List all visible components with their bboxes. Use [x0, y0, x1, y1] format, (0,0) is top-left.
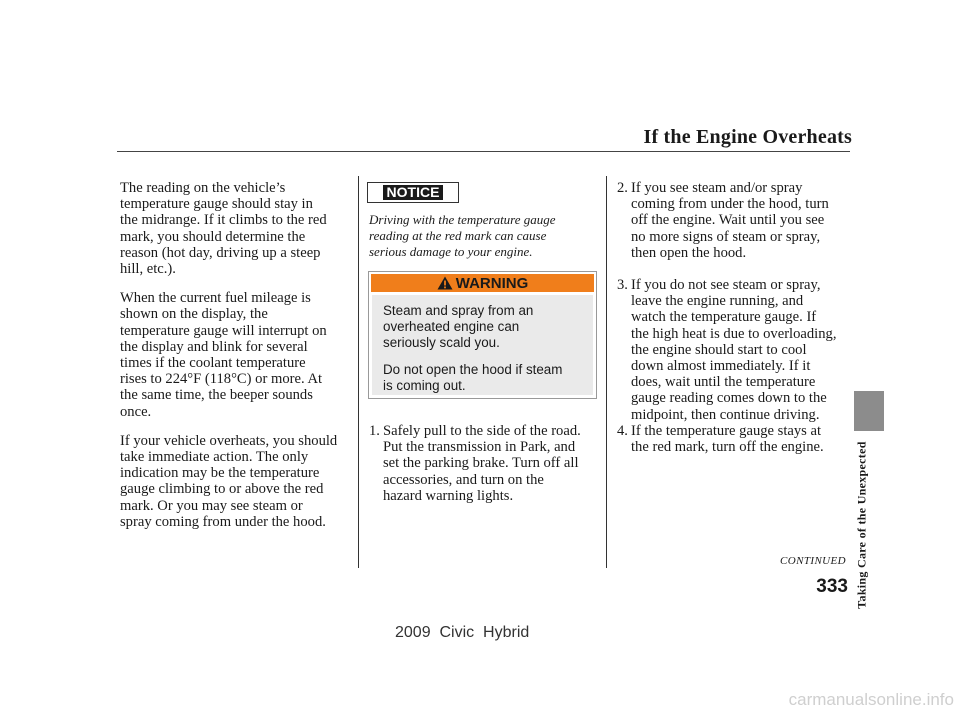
notice-label: NOTICE: [383, 185, 444, 200]
step-text: If you see steam and/or spray coming from under the hood, turn off the engine. Wait until you see no more signs of steam or spray, then open the hood.: [631, 180, 829, 261]
header-rule: [117, 151, 850, 152]
column-divider-left: [358, 176, 359, 568]
step-number: 4.: [617, 423, 628, 439]
warning-text-1: Steam and spray from an overheated engine can seriously scald you.: [383, 303, 534, 350]
section-tab: [854, 391, 884, 431]
notice-label-box: [367, 182, 459, 203]
intro-paragraph-2: When the current fuel mileage is shown on the display, the temperature gauge will interrupt on the display and blink for several times if the coolant temperature rises to 224°F (118°C) or more. At the same time, the beeper sounds once.: [120, 290, 327, 420]
warning-box: [368, 271, 597, 399]
page-title: If the Engine Overheats: [643, 126, 852, 148]
step-4: [617, 423, 852, 455]
intro-column: [120, 180, 356, 543]
page-number: 333: [816, 576, 848, 597]
intro-paragraph-1: The reading on the vehicle’s temperature gauge should stay in the midrange. If it climbs to the red mark, you should determine the reason (hot day, driving up a steep hill, etc.).: [120, 180, 327, 278]
warning-body: [372, 295, 593, 395]
warning-header: [371, 274, 594, 292]
step-number: 1.: [369, 423, 380, 439]
step-text: Safely pull to the side of the road. Put the transmission in Park, and set the parking brake. Turn off all accessories, and turn on the hazard warning lights.: [383, 423, 581, 504]
section-side-label: [852, 440, 872, 610]
warning-triangle-icon: [437, 276, 453, 290]
warning-label: WARNING: [455, 274, 529, 292]
continued-label: CONTINUED: [780, 555, 846, 567]
step-number: 3.: [617, 277, 628, 293]
step-text: If the temperature gauge stays at the red mark, turn off the engine.: [631, 423, 824, 456]
intro-paragraph-3: If your vehicle overheats, you should take immediate action. The only indication may be the temperature gauge climbing to or above the red mark. Or you may see steam or spray coming from under the hood.: [120, 432, 338, 530]
model-footer: 2009 Civic Hybrid: [395, 624, 530, 641]
step-1: [369, 423, 604, 504]
section-side-text: Taking Care of the Unexpected: [854, 441, 869, 609]
step-3: [617, 277, 852, 423]
step-text: If you do not see steam or spray, leave the engine running, and watch the temperature gauge. If the high heat is due to overloading, the engine should start to cool down almost immediately. If it does, wait until the temperature gauge reading comes down to the midpoint, then continue driving.: [631, 277, 837, 423]
step-number: 2.: [617, 180, 628, 196]
watermark: carmanualsonline.info: [788, 690, 954, 709]
step-2: [617, 180, 852, 261]
notice-text: Driving with the temperature gauge reading at the red mark can cause serious damage to your engine.: [369, 212, 556, 259]
column-divider-right: [606, 176, 607, 568]
warning-text-2: Do not open the hood if steam is coming out.: [383, 362, 563, 393]
